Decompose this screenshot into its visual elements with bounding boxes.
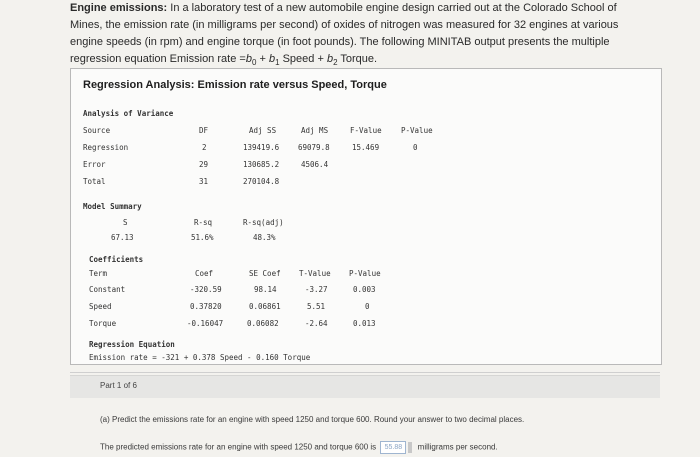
section-divider	[70, 372, 660, 373]
answer-prefix: The predicted emissions rate for an engine with speed 1250 and torque 600 is	[100, 442, 377, 452]
anova-header-adjms: Adj MS	[301, 126, 329, 135]
torque-term: Torque.	[337, 53, 378, 65]
coef-row-speed-pvalue: 0	[365, 302, 370, 311]
anova-row-regression-adjms: 69079.8	[298, 143, 330, 152]
coef-header-coef: Coef	[195, 269, 214, 278]
coef-row-torque-term: Torque	[89, 319, 117, 328]
part-label: Part 1 of 6	[100, 381, 137, 390]
anova-row-total-adjss: 270104.8	[243, 177, 280, 186]
anova-header-adjss: Adj SS	[249, 126, 277, 135]
anova-row-error-adjms: 4506.4	[301, 160, 329, 169]
b2-subscript: 2	[333, 58, 338, 68]
speed-term: Speed	[279, 53, 315, 65]
plus-sign: +	[314, 53, 327, 65]
anova-row-regression-df: 2	[202, 143, 207, 152]
coefficients-heading: Coefficients	[89, 255, 144, 264]
b1-symbol: b	[268, 53, 276, 65]
anova-header-pvalue: P-Value	[401, 126, 433, 135]
problem-statement	[70, 0, 630, 71]
coef-row-constant-secoef: 98.14	[254, 285, 277, 294]
coef-header-term: Term	[89, 269, 108, 278]
coef-row-constant-term: Constant	[89, 285, 126, 294]
coef-row-constant-pvalue: 0.003	[353, 285, 376, 294]
coef-header-secoef: SE Coef	[249, 269, 281, 278]
coef-row-speed-coef: 0.37820	[190, 302, 222, 311]
coef-row-torque-coef: -0.16047	[187, 319, 224, 328]
problem-text: In a laboratory test of a new automobile engine design carried out at the Colorado School of Mines, the emission rate (in milligrams per second) of oxides of nitrogen was measured for 32 engines at various engine speeds (in rpm) and engine torque (in foot pounds). The following MINITAB output presents the multiple regression equation Emission rate	[70, 2, 619, 65]
anova-row-total-df: 31	[199, 177, 209, 186]
coef-row-constant-coef: -320.59	[190, 285, 222, 294]
plus-sign: +	[256, 53, 269, 65]
regression-output-box	[70, 68, 662, 365]
anova-row-regression-source: Regression	[83, 143, 129, 152]
summary-value-rsqadj: 48.3%	[253, 233, 276, 242]
equation-heading: Regression Equation	[89, 340, 175, 349]
coef-row-torque-tvalue: -2.64	[305, 319, 328, 328]
anova-row-regression-adjss: 139419.6	[243, 143, 280, 152]
b0-subscript: 0	[251, 58, 257, 68]
coef-row-torque-secoef: 0.06082	[247, 319, 279, 328]
anova-header-source: Source	[83, 126, 111, 135]
anova-heading: Analysis of Variance	[83, 109, 174, 118]
coef-row-speed-tvalue: 5.51	[307, 302, 326, 311]
summary-header-rsqadj: R-sq(adj)	[243, 218, 284, 227]
anova-row-error-df: 29	[199, 160, 209, 169]
answer-sentence	[100, 441, 498, 454]
coef-row-speed-term: Speed	[89, 302, 112, 311]
question-text: (a) Predict the emissions rate for an engine with speed 1250 and torque 600. Round your answer to two decimal places.	[100, 415, 525, 424]
summary-value-rsq: 51.6%	[191, 233, 214, 242]
anova-row-regression-pvalue: 0	[413, 143, 418, 152]
anova-row-error-adjss: 130685.2	[243, 160, 280, 169]
summary-header-rsq: R-sq	[194, 218, 213, 227]
anova-header-df: DF	[199, 126, 209, 135]
coef-row-constant-tvalue: -3.27	[305, 285, 328, 294]
b2-symbol: b	[326, 53, 334, 65]
problem-title: Engine emissions:	[70, 2, 168, 14]
anova-row-total-source: Total	[83, 177, 106, 186]
regression-equation: Emission rate = -321 + 0.378 Speed - 0.160 Torque	[89, 353, 311, 362]
part-header	[70, 375, 660, 398]
b1-subscript: 1	[275, 58, 280, 68]
coef-row-speed-secoef: 0.06861	[249, 302, 281, 311]
answer-input[interactable]: 55.88	[380, 441, 406, 454]
answer-status-icon	[408, 442, 412, 453]
b0-symbol: b	[245, 53, 252, 65]
coef-header-pvalue: P-Value	[349, 269, 381, 278]
regression-title: Regression Analysis: Emission rate versus Speed, Torque	[83, 79, 387, 91]
anova-row-regression-fvalue: 15.469	[352, 143, 380, 152]
anova-header-fvalue: F-Value	[350, 126, 382, 135]
coef-header-tvalue: T-Value	[299, 269, 331, 278]
summary-value-s: 67.13	[111, 233, 134, 242]
coef-row-torque-pvalue: 0.013	[353, 319, 376, 328]
anova-row-error-source: Error	[83, 160, 106, 169]
answer-suffix: milligrams per second.	[417, 442, 498, 452]
summary-header-s: S	[123, 218, 128, 227]
equals-sign: =	[239, 53, 246, 65]
summary-heading: Model Summary	[83, 202, 142, 211]
